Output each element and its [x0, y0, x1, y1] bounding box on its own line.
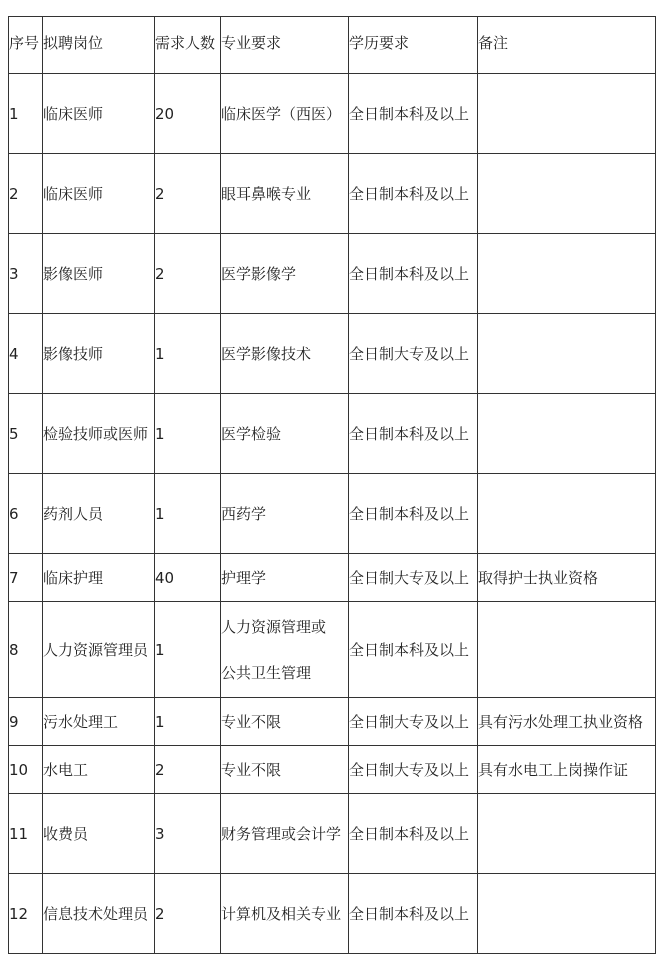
header-no: 序号	[9, 17, 43, 74]
table-row	[9, 698, 656, 746]
cell-major	[221, 602, 349, 698]
cell-position: 人力资源管理员	[43, 602, 155, 698]
cell-count: 2	[155, 874, 221, 954]
cell-note	[478, 794, 656, 874]
header-note: 备注	[478, 17, 656, 74]
cell-education: 全日制本科及以上	[349, 74, 478, 154]
cell-education: 全日制本科及以上	[349, 474, 478, 554]
cell-education: 全日制大专及以上	[349, 314, 478, 394]
cell-note	[478, 74, 656, 154]
cell-position: 收费员	[43, 794, 155, 874]
cell-major: 医学影像学	[221, 234, 349, 314]
cell-count: 1	[155, 602, 221, 698]
table-row	[9, 314, 656, 394]
cell-major: 专业不限	[221, 698, 349, 746]
recruitment-table	[8, 16, 656, 954]
cell-no: 10	[9, 746, 43, 794]
cell-count: 40	[155, 554, 221, 602]
cell-note	[478, 234, 656, 314]
cell-note: 取得护士执业资格	[478, 554, 656, 602]
cell-education: 全日制本科及以上	[349, 154, 478, 234]
cell-position: 污水处理工	[43, 698, 155, 746]
table-row	[9, 602, 656, 698]
cell-major: 临床医学（西医）	[221, 74, 349, 154]
line-spacer	[221, 637, 348, 663]
cell-no: 1	[9, 74, 43, 154]
cell-position: 检验技师或医师	[43, 394, 155, 474]
cell-education: 全日制本科及以上	[349, 794, 478, 874]
cell-major: 专业不限	[221, 746, 349, 794]
cell-major: 医学影像技术	[221, 314, 349, 394]
cell-position: 药剂人员	[43, 474, 155, 554]
cell-note	[478, 602, 656, 698]
header-position: 拟聘岗位	[43, 17, 155, 74]
cell-education: 全日制本科及以上	[349, 234, 478, 314]
cell-position: 水电工	[43, 746, 155, 794]
cell-position: 影像技师	[43, 314, 155, 394]
cell-count: 3	[155, 794, 221, 874]
cell-no: 8	[9, 602, 43, 698]
cell-note	[478, 874, 656, 954]
table-row	[9, 474, 656, 554]
cell-note	[478, 474, 656, 554]
cell-no: 4	[9, 314, 43, 394]
table-row	[9, 394, 656, 474]
cell-position: 信息技术处理员	[43, 874, 155, 954]
table-row	[9, 746, 656, 794]
header-major: 专业要求	[221, 17, 349, 74]
cell-major-line-2: 公共卫生管理	[221, 663, 312, 682]
cell-count: 1	[155, 314, 221, 394]
cell-position: 临床医师	[43, 154, 155, 234]
cell-education: 全日制本科及以上	[349, 394, 478, 474]
table-row	[9, 874, 656, 954]
cell-position: 影像医师	[43, 234, 155, 314]
cell-education: 全日制本科及以上	[349, 602, 478, 698]
cell-no: 11	[9, 794, 43, 874]
cell-no: 5	[9, 394, 43, 474]
table-row	[9, 554, 656, 602]
cell-count: 2	[155, 746, 221, 794]
cell-count: 1	[155, 474, 221, 554]
cell-major: 眼耳鼻喉专业	[221, 154, 349, 234]
cell-major-line-1: 人力资源管理或	[221, 617, 327, 636]
cell-count: 2	[155, 154, 221, 234]
cell-count: 1	[155, 394, 221, 474]
table-row	[9, 234, 656, 314]
cell-position: 临床医师	[43, 74, 155, 154]
cell-major: 西药学	[221, 474, 349, 554]
cell-count: 1	[155, 698, 221, 746]
cell-count: 2	[155, 234, 221, 314]
cell-note: 具有水电工上岗操作证	[478, 746, 656, 794]
cell-education: 全日制本科及以上	[349, 874, 478, 954]
cell-no: 9	[9, 698, 43, 746]
cell-education: 全日制大专及以上	[349, 746, 478, 794]
cell-no: 2	[9, 154, 43, 234]
cell-note	[478, 314, 656, 394]
cell-note	[478, 154, 656, 234]
cell-position: 临床护理	[43, 554, 155, 602]
header-count: 需求人数	[155, 17, 221, 74]
cell-major: 护理学	[221, 554, 349, 602]
cell-major: 计算机及相关专业	[221, 874, 349, 954]
cell-no: 6	[9, 474, 43, 554]
cell-no: 7	[9, 554, 43, 602]
cell-major: 医学检验	[221, 394, 349, 474]
cell-major: 财务管理或会计学	[221, 794, 349, 874]
cell-no: 12	[9, 874, 43, 954]
cell-note: 具有污水处理工执业资格	[478, 698, 656, 746]
cell-education: 全日制大专及以上	[349, 554, 478, 602]
table-row	[9, 794, 656, 874]
cell-no: 3	[9, 234, 43, 314]
table-row	[9, 154, 656, 234]
header-row	[9, 17, 656, 74]
table-row	[9, 74, 656, 154]
cell-count: 20	[155, 74, 221, 154]
cell-note	[478, 394, 656, 474]
cell-education: 全日制大专及以上	[349, 698, 478, 746]
header-education: 学历要求	[349, 17, 478, 74]
